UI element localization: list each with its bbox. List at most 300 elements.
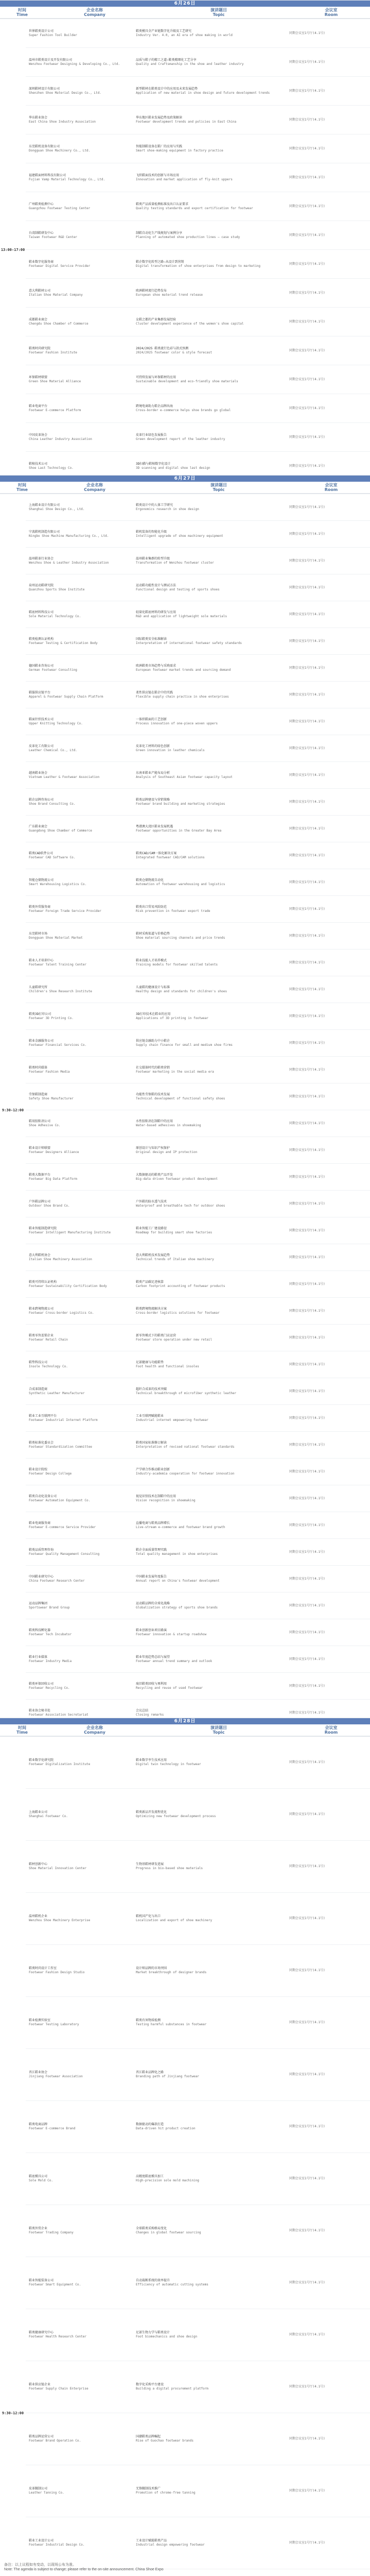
agenda-row	[26, 815, 370, 842]
topic-cell	[133, 1592, 286, 1619]
header-company-en: Company	[84, 1730, 105, 1735]
company-cell	[26, 163, 133, 192]
company-name-en: Italian Shoe Machinery Association	[29, 1257, 92, 1261]
topic-cn: 制鞋自动化生产线规划与案例分享	[136, 231, 183, 235]
agenda-row	[26, 547, 370, 574]
topic-en: Quality and Craftsmanship in the shoe and leather industry	[136, 62, 244, 66]
company-name-en: Super Fashion Tool Builder	[29, 33, 77, 37]
company-name-en: Footwear Testing Laboratory	[29, 2023, 79, 2026]
company-name-en: Footwear Financial Services Co.	[29, 1043, 86, 1047]
company-cell	[26, 394, 133, 422]
company-name-en: Leather Chemical Co., Ltd.	[29, 748, 77, 752]
room-cell: 同期会议室1号厅(4.1号)	[289, 826, 325, 831]
room-cell: 同期会议室1号厅(4.1号)	[289, 585, 325, 589]
table-header-row	[0, 1724, 370, 1736]
topic-en: 2024/2025 footwear color & style forecast	[136, 350, 213, 354]
room-cell: 同期会议室1号厅(4.1号)	[289, 639, 325, 643]
company-name-en: Footwear Fashion Institute	[29, 350, 77, 354]
company-name-cn: 鞋业跨境物流公司	[29, 1307, 54, 1311]
company-name-cn: 鞋业协会秘书处	[29, 1708, 51, 1713]
company-name-cn: 广州鞋类检测中心	[29, 202, 54, 206]
topic-en: Digital transformation of shoe enterprises from design to marketing	[136, 264, 261, 268]
company-name-en: Synthetic Leather Manufacturer	[29, 1391, 85, 1395]
header-time-en: Time	[16, 487, 28, 492]
company-name-cn: 鞋类品质管理咨询	[29, 1548, 54, 1552]
agenda-row	[26, 76, 370, 105]
company-name-cn: 鞋类科技孵化器	[29, 1628, 51, 1632]
header-room-cn: 会议室	[325, 1725, 338, 1730]
room-cell: 同期会议室1号厅(4.1号)	[289, 1255, 325, 1259]
topic-cn: 鞋类设计中的人体工学研究	[136, 503, 173, 507]
company-name-cn: 上海鞋业设计有限公司	[29, 503, 60, 507]
topic-cn: 欧洲鞋类市场趋势与采购需求	[136, 664, 177, 668]
company-name-en: Footwear Big Data Platform	[29, 1177, 77, 1181]
topic-en: Cross-border e-commerce helps shoe brands go global	[136, 408, 231, 412]
agenda-row	[26, 422, 370, 451]
company-cell	[26, 789, 133, 815]
header-company	[44, 1724, 145, 1736]
topic-en: Interpretation of revised national footwear standards	[136, 1445, 235, 1449]
topic-cn: 自动裁断系统的效率提升	[136, 2279, 170, 2282]
topic-cell	[133, 1945, 286, 1996]
header-room-en: Room	[324, 487, 338, 492]
agenda-row	[26, 192, 370, 221]
company-name-cn: 鞋业数字化服务商	[29, 260, 54, 264]
topic-en: Progress in bio-based shoe materials	[136, 1867, 203, 1870]
agenda-row	[26, 1351, 370, 1378]
company-cell	[26, 1191, 133, 1217]
agenda-row	[26, 1404, 370, 1431]
agenda-row	[26, 451, 370, 475]
agenda-row	[26, 2361, 370, 2413]
header-room	[292, 1724, 370, 1736]
company-name-cn: 鞋服供应链平台	[29, 690, 51, 694]
company-name-en: Footwear Intelligent Manufacturing Institute	[29, 1230, 111, 1234]
company-cell	[26, 1646, 133, 1672]
header-topic	[145, 1724, 292, 1736]
header-topic-en: Topic	[213, 1730, 225, 1735]
topic-en: Vision recognition in shoemaking	[136, 1498, 196, 1502]
topic-cell	[133, 1083, 286, 1110]
company-name-en: Safety Shoe Manufacturer	[29, 1096, 74, 1100]
company-name-cn: 儿童鞋研究所	[29, 985, 48, 989]
company-name-cn: 皮革化工有限公司	[29, 744, 54, 748]
topic-cell	[133, 1137, 286, 1163]
agenda-row	[26, 1083, 370, 1110]
topic-en: Market breakthrough of designer brands	[136, 1971, 207, 1974]
room-cell: 同期会议室1号厅(4.1号)	[289, 2489, 325, 2493]
company-name-en: Taiwan Footwear R&D Center	[29, 235, 77, 239]
agenda-row	[26, 2309, 370, 2361]
slot-time-label: 9:30-12:00	[2, 2411, 24, 2415]
topic-cell	[133, 1217, 286, 1244]
topic-en: Recycling and reuse of used footwear	[136, 1686, 203, 1690]
agenda-row	[26, 105, 370, 134]
agenda-row	[26, 1324, 370, 1351]
room-cell: 同期会议室1号厅(4.1号)	[289, 319, 325, 324]
room-cell: 同期会议室1号厅(4.1号)	[289, 1469, 325, 1473]
topic-cell	[133, 1737, 286, 1788]
company-cell	[26, 708, 133, 735]
company-cell	[26, 655, 133, 681]
time-slot	[0, 1736, 370, 2576]
topic-cell	[133, 1841, 286, 1892]
company-name-cn: 鞋材创新中心	[29, 1862, 48, 1866]
topic-cn: 鞋类出口贸易风险防范	[136, 905, 167, 909]
topic-cell	[133, 77, 286, 105]
company-cell	[26, 1217, 133, 1244]
room-cell: 同期会议室1号厅(4.1号)	[289, 746, 325, 750]
company-cell	[26, 628, 133, 654]
company-name-cn: 环保鞋材联盟	[29, 375, 48, 379]
company-name-cn: 宁波鞋机制造有限公司	[29, 530, 60, 534]
topic-cell	[133, 923, 286, 949]
company-name-en: Dongguan Shoe Material Market	[29, 936, 83, 940]
agenda-row	[26, 278, 370, 307]
agenda-row	[26, 163, 370, 192]
company-cell	[26, 1789, 133, 1840]
company-cell	[26, 1083, 133, 1110]
agenda-row	[26, 1217, 370, 1244]
topic-cn: 儿童鞋的健康设计与标准	[136, 985, 170, 989]
topic-cn: 户外鞋的防水透气技术	[136, 1199, 167, 1204]
header-time	[0, 7, 44, 18]
company-name-en: Footwear E-commerce Brand	[29, 2127, 76, 2130]
company-name-en: Footwear Retail Chain	[29, 1337, 68, 1342]
company-cell	[26, 2257, 133, 2309]
topic-cn: 智能制鞋设备在鞋厂的应用与实践	[136, 144, 183, 148]
company-name-en: Footwear Industry Media	[29, 1659, 72, 1663]
topic-cn: 生物基鞋材研发进展	[136, 1862, 164, 1866]
header-topic-cn: 演讲题目	[210, 483, 227, 487]
topic-en: Promotion of chrome-free tanning	[136, 2491, 196, 2495]
topic-cell	[133, 708, 286, 735]
topic-cn: 运动鞋品牌的全球化战略	[136, 1601, 170, 1605]
room-cell: 同期会议室1号厅(4.1号)	[289, 117, 325, 122]
room-cell: 同期会议室1号厅(4.1号)	[289, 31, 325, 35]
company-cell	[26, 842, 133, 869]
topic-cn: 供应链金融助力中小鞋企	[136, 1039, 170, 1043]
company-cell	[26, 1737, 133, 1788]
topic-cn: 鞋类产品碳足迹核算	[136, 1280, 164, 1284]
topic-cell	[133, 365, 286, 394]
agenda-row	[26, 1699, 370, 1718]
topic-en: 3D scanning and digital shoe last design	[136, 466, 210, 470]
header-topic-en: Topic	[213, 12, 225, 17]
company-name-cn: 鞋类零售连锁企业	[29, 1333, 54, 1337]
company-cell	[26, 365, 133, 394]
topic-en: Risk prevention in footwear export trade	[136, 909, 210, 913]
agenda-row	[26, 1672, 370, 1699]
header-topic-cn: 演讲题目	[210, 8, 227, 12]
company-name-en: Footwear Testing & Certification Body	[29, 641, 98, 645]
company-name-en: Footwear Fashion Design Studio	[29, 1971, 85, 1974]
agenda-row	[26, 520, 370, 547]
topic-cell	[133, 250, 286, 278]
company-name-cn: 鞋类3D打印公司	[29, 1012, 51, 1016]
day-section	[0, 0, 370, 475]
company-name-en: Footwear Sustainability Certification Body	[29, 1284, 107, 1288]
agenda-row	[26, 628, 370, 654]
agenda-row	[26, 2048, 370, 2100]
topic-cn: 鞋类新品开发流程优化	[136, 1810, 167, 1814]
company-name-cn: 鞋底材料科技公司	[29, 610, 54, 614]
room-cell: 同期会议室1号厅(4.1号)	[289, 2385, 325, 2388]
company-cell	[26, 1110, 133, 1137]
company-name-cn: 鞋业设计院校	[29, 1467, 48, 1471]
topic-cn: 鞋业数字孪生技术应用	[136, 1758, 167, 1762]
agenda-row	[26, 788, 370, 815]
company-name-en: Footwear Tech Incubator	[29, 1632, 72, 1636]
room-cell: 同期会议室1号厅(4.1号)	[289, 1760, 325, 1764]
company-cell	[26, 1351, 133, 1378]
topic-cell	[133, 789, 286, 815]
topic-cell	[133, 1619, 286, 1646]
topic-cell	[133, 452, 286, 475]
topic-cn: 鞋类品牌建设与营销策略	[136, 798, 170, 802]
company-name-cn: 鞋业供应链企业	[29, 2383, 51, 2386]
agenda-row	[26, 1788, 370, 1840]
room-cell: 同期会议室1号厅(4.1号)	[289, 1041, 325, 1045]
topic-cn: 功能性劳保鞋的技术发展	[136, 1092, 170, 1096]
room-cell: 同期会议室1号厅(4.1号)	[289, 2073, 325, 2076]
topic-cell	[133, 842, 286, 869]
company-name-cn: 劳保鞋制造商	[29, 1092, 48, 1096]
company-cell	[26, 1592, 133, 1619]
company-name-cn: 户外鞋品牌公司	[29, 1199, 51, 1204]
room-cell: 同期会议室1号厅(4.1号)	[289, 1175, 325, 1179]
header-time-cn: 时间	[18, 8, 26, 12]
company-name-cn: 德国鞋业咨询公司	[29, 664, 54, 668]
company-name-en: Quanzhou Sports Shoe Institute	[29, 587, 85, 591]
company-name-en: Guangdong Shoe Chamber of Commerce	[29, 828, 92, 833]
company-cell	[26, 1244, 133, 1270]
company-name-cn: 鞋底模具公司	[29, 2175, 48, 2178]
company-cell	[26, 1057, 133, 1083]
company-name-en: Footwear Health Research Center	[29, 2335, 86, 2338]
company-name-cn: 鞋楦技术公司	[29, 462, 48, 466]
agenda-row	[26, 221, 370, 249]
topic-en: Live-stream e-commerce and footwear brand growth	[136, 1525, 225, 1529]
topic-en: Efficiency of automatic cutting systems	[136, 2283, 208, 2286]
company-name-en: Shoe Material Innovation Center	[29, 1867, 86, 1870]
room-cell: 同期会议室1号厅(4.1号)	[289, 1309, 325, 1313]
topic-cell	[133, 896, 286, 922]
room-cell: 同期会议室1号厅(4.1号)	[289, 558, 325, 563]
topic-en: Optimizing new footwear development process	[136, 1815, 216, 1818]
agenda-row	[26, 1431, 370, 1458]
company-cell	[26, 950, 133, 976]
company-name-en: Vietnam Leather & Footwear Association	[29, 775, 100, 779]
agenda-row	[26, 895, 370, 922]
topic-cell	[133, 1351, 286, 1378]
company-cell	[26, 1137, 133, 1163]
company-name-cn: 鞋业工业设计公司	[29, 2539, 54, 2543]
topic-en: Ergonomics research in shoe design	[136, 507, 199, 511]
topic-en: Healthy design and standards for children's shoes	[136, 989, 227, 993]
company-cell	[26, 682, 133, 708]
company-name-en: East China Shoe Industry Association	[29, 120, 96, 124]
topic-en: Data-driven hit product creation	[136, 2127, 196, 2130]
company-name-en: Sole Mold Co.	[29, 2179, 53, 2182]
topic-cell	[133, 192, 286, 221]
topic-en: Functional design and testing of sports shoes	[136, 587, 220, 591]
topic-cn: 晋江鞋业品牌化之路	[136, 2071, 164, 2074]
topic-cn: 数字化采购平台建设	[136, 2383, 164, 2386]
topic-en: Footwear development trends and policies in East China	[136, 120, 237, 124]
company-name-en: Footwear 3D Printing Co.	[29, 1016, 74, 1020]
company-name-en: Fujian Vamp Material Technology Co., Ltd.	[29, 177, 105, 181]
topic-cn: 跨境电商助力鞋企品牌出海	[136, 404, 173, 408]
topic-cell	[133, 1378, 286, 1404]
company-name-en: Footwear Quality Management Consulting	[29, 1552, 100, 1556]
day-date-bar: 6月26日	[0, 1, 370, 7]
company-cell	[26, 1164, 133, 1190]
agenda-row	[26, 249, 370, 278]
topic-cell	[133, 976, 286, 1003]
agenda-row	[26, 307, 370, 336]
topic-cn: 会议总结	[136, 1708, 149, 1713]
topic-cell	[133, 1893, 286, 1944]
topic-cn: 视觉识别技术在制鞋中的应用	[136, 1494, 177, 1498]
topic-cell	[133, 1164, 286, 1190]
topic-cn: 足部健康与功能鞋垫	[136, 1360, 164, 1364]
agenda-row	[26, 494, 370, 520]
company-cell	[26, 221, 133, 249]
company-cell	[26, 48, 133, 76]
topic-en: Building a digital procurement platform	[136, 2387, 208, 2391]
company-name-cn: 鞋业智能装备公司	[29, 2279, 54, 2282]
topic-cn: 废旧鞋类回收与再利用	[136, 1682, 167, 1686]
topic-cell	[133, 816, 286, 842]
agenda-row	[26, 19, 370, 47]
room-cell: 同期会议室1号厅(4.1号)	[289, 435, 325, 439]
room-cell: 同期会议室1号厅(4.1号)	[289, 89, 325, 93]
topic-cn: 可持续发展与环保鞋材的应用	[136, 375, 177, 379]
agenda-row	[26, 654, 370, 681]
agenda-row	[26, 1270, 370, 1297]
topic-cn: 粤港澳大湾区鞋业发展机遇	[136, 824, 173, 828]
room-cell: 同期会议室1号厅(4.1号)	[289, 1550, 325, 1554]
room-cell: 同期会议室1号厅(4.1号)	[289, 262, 325, 266]
topic-en: Industrial design empowering footwear	[136, 2543, 205, 2547]
company-name-en: Wenzhou Shoe Machinery Enterprise	[29, 1919, 91, 1922]
topic-en: Branding path of Jinjiang footwear	[136, 2075, 199, 2078]
agenda-row	[26, 2413, 370, 2465]
topic-en: Original design and IP protection	[136, 1150, 198, 1154]
agenda-row	[26, 47, 370, 76]
topic-cn: 女鞋之都的产业集群发展经验	[136, 317, 177, 321]
agenda-row	[26, 949, 370, 976]
company-name-cn: 鞋企品牌咨询公司	[29, 798, 54, 802]
topic-en: Industry Ver. 4.0, an AI era of shoe making in world	[136, 33, 233, 37]
topic-en: Training models for footwear skilled talents	[136, 962, 218, 967]
topic-cell	[133, 2257, 286, 2309]
company-cell	[26, 308, 133, 336]
agenda-row	[26, 842, 370, 869]
company-name-cn: 鞋业智能制造研究院	[29, 1226, 57, 1230]
agenda-row	[26, 922, 370, 949]
agenda-row	[26, 1565, 370, 1592]
header-room-cn: 会议室	[325, 8, 338, 12]
company-name-cn: 鞋业行业媒体	[29, 1655, 48, 1659]
topic-en: Cross-border logistics solutions for footwear	[136, 1311, 220, 1315]
agenda-row	[26, 2153, 370, 2205]
topic-cn: 无铬鞣制技术推广	[136, 2487, 161, 2490]
company-cell	[26, 2101, 133, 2153]
topic-cell	[133, 106, 286, 134]
company-cell	[26, 1893, 133, 1944]
topic-cn: 柔性供应链在鞋企中的实践	[136, 690, 173, 694]
header-topic-cn: 演讲题目	[210, 1725, 227, 1730]
topic-cell	[133, 1997, 286, 2048]
topic-cell	[133, 1244, 286, 1270]
header-room-cn: 会议室	[325, 483, 338, 487]
topic-cell	[133, 1485, 286, 1512]
company-cell	[26, 869, 133, 895]
agenda-row	[26, 1944, 370, 1996]
company-name-en: Footwear Industrial Design Co.	[29, 2543, 85, 2547]
header-room	[292, 482, 370, 493]
company-name-en: Footwear Digital Service Provider	[29, 264, 91, 268]
company-name-en: Footwear Designers Alliance	[29, 1150, 79, 1154]
room-cell: 同期会议室1号厅(4.1号)	[289, 505, 325, 509]
topic-cell	[133, 134, 286, 163]
company-cell	[26, 1485, 133, 1512]
room-cell: 同期会议室1号厅(4.1号)	[289, 2333, 325, 2336]
company-name-cn: 中国皮革协会	[29, 433, 48, 437]
slot-rows	[26, 494, 370, 1718]
room-cell: 同期会议室1号厅(4.1号)	[289, 175, 325, 179]
topic-cell	[133, 735, 286, 761]
agenda-row	[26, 134, 370, 163]
agenda-row	[26, 869, 370, 895]
room-cell: 同期会议室1号厅(4.1号)	[289, 348, 325, 352]
topic-cn: 皮革化工材料的绿色创新	[136, 744, 170, 748]
topic-en: Footwear opportunities in the Greater Bay Area	[136, 828, 222, 833]
topic-cn: 大数据驱动的鞋类产品开发	[136, 1173, 173, 1177]
topic-en: Integrated footwear CAD/CAM solutions	[136, 855, 205, 859]
company-cell	[26, 1512, 133, 1538]
topic-cell	[133, 1057, 286, 1083]
room-cell: 同期会议室1号厅(4.1号)	[289, 773, 325, 777]
topic-cn: 温州鞋业集群的转型升级	[136, 556, 170, 561]
company-name-en: Footwear Industrial Internet Platform	[29, 1418, 98, 1422]
topic-cn: 皮革行业绿色发展报告	[136, 433, 167, 437]
topic-cn: 足部生物力学与鞋类设计	[136, 2331, 170, 2334]
slot-time-label: 9:30-12:00	[2, 1108, 24, 1112]
company-name-en: China Leather Industry Association	[29, 437, 92, 441]
topic-en: Foot biomechanics and shoe design	[136, 2335, 198, 2338]
company-name-cn: 台湾制鞋研发中心	[29, 231, 54, 235]
company-name-cn: 上海鞋业公司	[29, 1810, 48, 1814]
topic-cell	[133, 1566, 286, 1592]
agenda-row	[26, 1056, 370, 1083]
topic-cn: 运动鞋功能性设计与测试方法	[136, 583, 177, 587]
room-cell: 同期会议室1号厅(4.1号)	[289, 2541, 325, 2545]
company-cell	[26, 1841, 133, 1892]
company-cell	[26, 574, 133, 601]
agenda-row	[26, 1592, 370, 1619]
room-cell: 同期会议室1号厅(4.1号)	[289, 692, 325, 697]
topic-cn: 鞋业年度趋势总结与展望	[136, 1655, 170, 1659]
topic-cn: 鞋企数字化转型之路—从设计到营销	[136, 260, 184, 264]
company-name-en: Shanghai Shoe Design Co., Ltd.	[29, 507, 85, 511]
company-cell	[26, 423, 133, 451]
topic-en: Green innovation in leather chemicals	[136, 748, 205, 752]
agenda-row	[26, 1619, 370, 1646]
topic-en: Supply chain finance for small and medium shoe firms	[136, 1043, 233, 1047]
